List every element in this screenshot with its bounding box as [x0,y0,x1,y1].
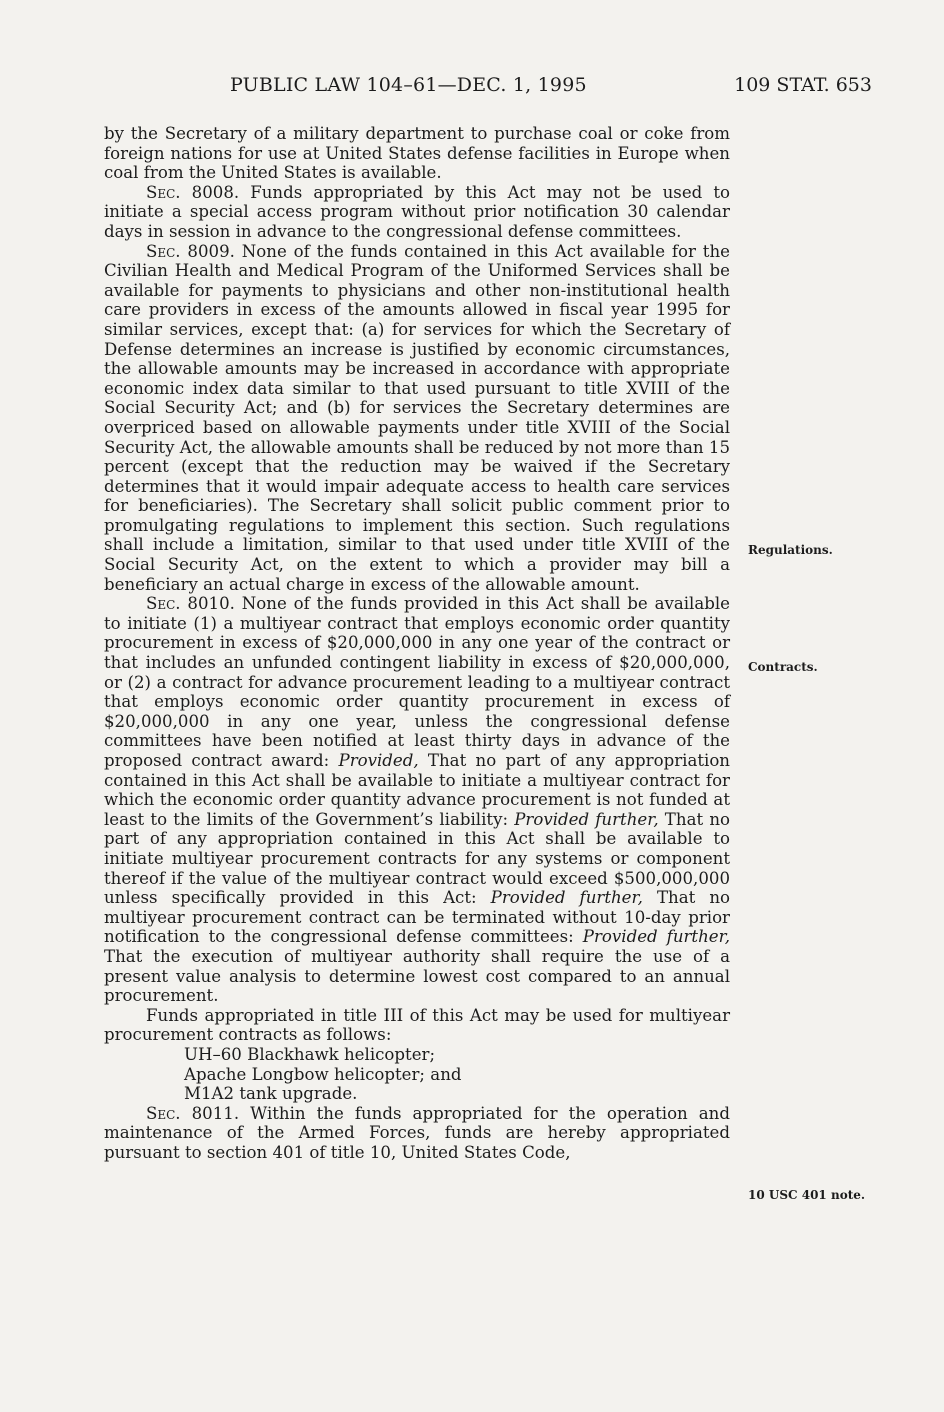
section-8010 [104,594,730,1005]
list-item: M1A2 tank upgrade. [184,1084,358,1104]
list-item: UH–60 Blackhawk helicopter; [184,1044,436,1064]
funds-paragraph: Funds appropriated in title III of this Act may be used for multiyear procurement contracts as follows: [104,1005,730,1045]
section-text: None of the funds provided in this Act shall be available to initiate (1) a multiyear contract that employs economic order quantity procurement in excess of $20,000,000 in any one year of the contract or that includes an unfunded contingent liability in excess of $20,000,000, or (2) a contract for advance procurement leading to a multiyear contract that employs economic order quantity procurement in excess of $20,000,000 in any one year, unless the congressional defense committees have been notified at least thirty days in advance of the proposed contract award: [104,594,730,770]
section-8011 [104,1104,730,1163]
body-text [104,124,730,1162]
section-text: That no part of any appropriation contained in this Act shall be available to initiate multiyear procurement contracts for any systems or component thereof if the value of the multiyear contract would exceed $500,000,000 unless specifically provided in this Act: [104,809,731,908]
proviso: Provided further, [582,927,730,947]
section-text: That no part of any appropriation contained in this Act shall be available to initiate a multiyear contract for which the economic order quantity advance procurement is not funded at least to the limits of the Government’s liability: [104,751,730,829]
page-header-title: PUBLIC LAW 104–61—DEC. 1, 1995 [230,74,587,96]
paragraph-continued: by the Secretary of a military department to purchase coal or coke from foreign nations for use at United States defense facilities in Europe when coal from the United States is available. [104,124,730,183]
section-number: Sec. 8008. [146,182,240,202]
section-number: Sec. 8011. [146,1103,240,1123]
proviso: Provided further, [514,809,659,829]
section-number: Sec. 8009. [146,241,235,261]
page-number: 109 STAT. 653 [734,74,872,96]
section-text: That the execution of multiyear authority shall require the use of a present value analysis to determine lowest cost compared to an annual procurement. [104,946,730,1006]
running-head [0,74,944,104]
proviso: Provided further, [490,888,643,908]
section-text: None of the funds contained in this Act available for the Civilian Health and Medical Program of the Uniformed Services shall be available for payments to physicians and other non-institutional health care providers in excess of the amounts allowed in fiscal year 1995 for similar services, except that: (a) for services for which the Secretary of Defense determines an increase is justified by economic circumstances, the allowable amounts may be increased in accordance with appropriate economic index data similar to that used pursuant to title XVIII of the Social Security Act; and (b) for services the Secretary determines are overpriced based on allowable payments under title XVIII of the Social Security Act, the allowable amounts shall be reduced by not more than 15 percent (except that the reduction may be waived if the Secretary determines that it would impair adequate access to health care services for beneficiaries). The Secretary shall solicit public comment prior to promulgating regulations to implement this section. Such regulations shall include a limitation, similar to that used under title XVIII of the Social Security Act, on the extent to which a provider may bill a beneficiary an actual charge in excess of the allowable amount. [104,241,730,594]
section-text: Funds appropriated by this Act may not be used to initiate a special access program without prior notification 30 calendar days in session in advance to the congressional defense committees. [104,182,730,241]
margin-note-usc: 10 USC 401 note. [748,1188,866,1202]
section-8008 [104,183,730,242]
margin-note-contracts: Contracts. [748,660,818,674]
margin-note-regulations: Regulations. [748,543,833,557]
section-8009 [104,242,730,595]
section-text: Within the funds appropriated for the operation and maintenance of the Armed Forces, funds are hereby appropriated pursuant to section 401 of title 10, United States Code, [104,1103,730,1162]
proviso: Provided, [338,751,419,770]
section-number: Sec. 8010. [146,594,235,614]
list-item: Apache Longbow helicopter; and [184,1064,462,1084]
section-text: That no multiyear procurement contract can be terminated without 10-day prior notification to the congressional defense committees: [104,888,730,947]
